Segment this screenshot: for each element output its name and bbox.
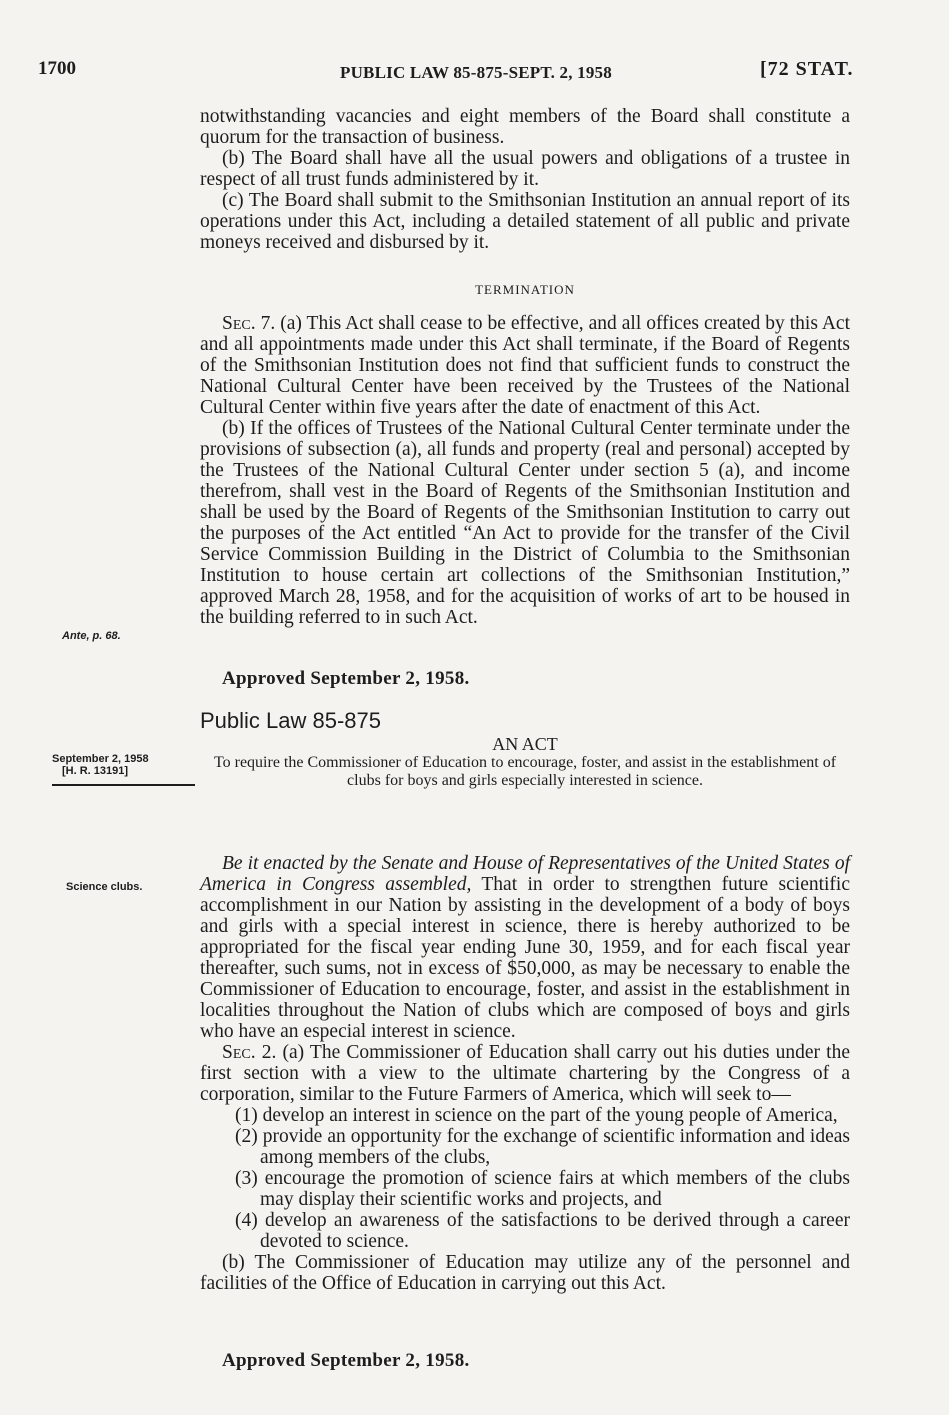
- list-item: (4) develop an awareness of the satisfactions to be derived through a career devoted to science.: [235, 1210, 850, 1252]
- act-purpose: To require the Commissioner of Education to encourage, foster, and assist in the establishment of clubs for boys and girls especially interested in science.: [213, 754, 837, 789]
- margin-date: September 2, 1958: [52, 753, 149, 765]
- section-label: Sec. 7.: [222, 313, 276, 334]
- approval-line: Approved September 2, 1958.: [222, 1350, 470, 1371]
- paragraph: (c) The Board shall submit to the Smithsonian Institution an annual report of its operations under this Act, including a detailed statement of all public and private moneys received and disbursed by it.: [200, 190, 850, 253]
- list-item: (1) develop an interest in science on the part of the young people of America,: [235, 1105, 838, 1126]
- paragraph: (b) The Board shall have all the usual powers and obligations of a trustee in respect of all trust funds administered by it.: [200, 148, 850, 190]
- list-item: (2) provide an opportunity for the exchange of scientific information and ideas among members of the clubs,: [235, 1126, 850, 1168]
- public-law-title: Public Law 85-875: [200, 708, 382, 733]
- enacting-clause: Be it enacted by the Senate and House of Representatives of the United States of America in Congress assembled,: [200, 853, 850, 895]
- margin-topic: Science clubs.: [66, 881, 143, 893]
- list-item: (3) encourage the promotion of science fairs at which members of the clubs may display their scientific works and projects, and: [235, 1168, 850, 1210]
- paragraph: (b) The Commissioner of Education may utilize any of the personnel and facilities of the Office of Education in carrying out this Act.: [200, 1252, 850, 1294]
- page-number: 1700: [38, 58, 76, 79]
- margin-date-block: [52, 753, 149, 777]
- paragraph: notwithstanding vacancies and eight members of the Board shall constitute a quorum for the transaction of business.: [200, 106, 850, 148]
- paragraph-text: (a) The Commissioner of Education shall carry out his duties under the first section with a view to the ultimate chartering by the Congress of a corporation, similar to the Future Farmers of America, which will seek to—: [200, 1042, 850, 1105]
- approval-line: Approved September 2, 1958.: [222, 668, 470, 689]
- paragraph: [200, 853, 850, 1042]
- section-label: Sec. 2.: [222, 1042, 277, 1063]
- section-heading: TERMINATION: [475, 282, 575, 297]
- paragraph-text: (a) This Act shall cease to be effective, and all offices created by this Act and all appointments made under this Act shall terminate, if the Board of Regents of the Smithsonian Institution does not find that sufficient funds to construct the National Cultural Center have been received by the Trustees of the National Cultural Center within five years after the date of enactment of this Act.: [200, 313, 850, 418]
- paragraph: (b) If the offices of Trustees of the National Cultural Center terminate under the provisions of subsection (a), all funds and property (real and personal) accepted by the Trustees of the National Cultural Center under section 5 (a), and income therefrom, shall vest in the Board of Regents of the Smithsonian Institution and shall be used by the Board of Regents of the Smithsonian Institution to carry out the purposes of the Act entitled “An Act to provide for the transfer of the Civil Service Commission Building in the District of Columbia to the Smithsonian Institution to house certain art collections of the Smithsonian Institution,” approved March 28, 1958, and for the acquisition of works of art to be housed in the building referred to in such Act.: [200, 418, 850, 628]
- act-body: [200, 853, 850, 1294]
- act-heading: AN ACT: [492, 734, 558, 754]
- paragraph: [200, 313, 850, 418]
- termination-section: [200, 313, 850, 628]
- bill-number: [H. R. 13191]: [62, 765, 129, 777]
- running-header: PUBLIC LAW 85-875-SEPT. 2, 1958: [340, 63, 612, 82]
- paragraph-text: That in order to strengthen future scientific accomplishment in our Nation by assisting in the development of a body of boys and girls with a special interest in science, there is hereby authorized to be appropriated for the fiscal year ending June 30, 1959, and for each fiscal year thereafter, such sums, not in excess of $50,000, as may be necessary to enable the Commissioner of Education to encourage, foster, and assist in the establishment in localities throughout the Nation of clubs which are composed of boys and girls who have an especial interest in science.: [200, 874, 850, 1042]
- continuation-text: [200, 106, 850, 253]
- paragraph: [200, 1042, 850, 1105]
- margin-reference: Ante, p. 68.: [62, 630, 121, 642]
- margin-divider: [52, 784, 195, 786]
- statute-volume: [72 STAT.: [760, 58, 854, 80]
